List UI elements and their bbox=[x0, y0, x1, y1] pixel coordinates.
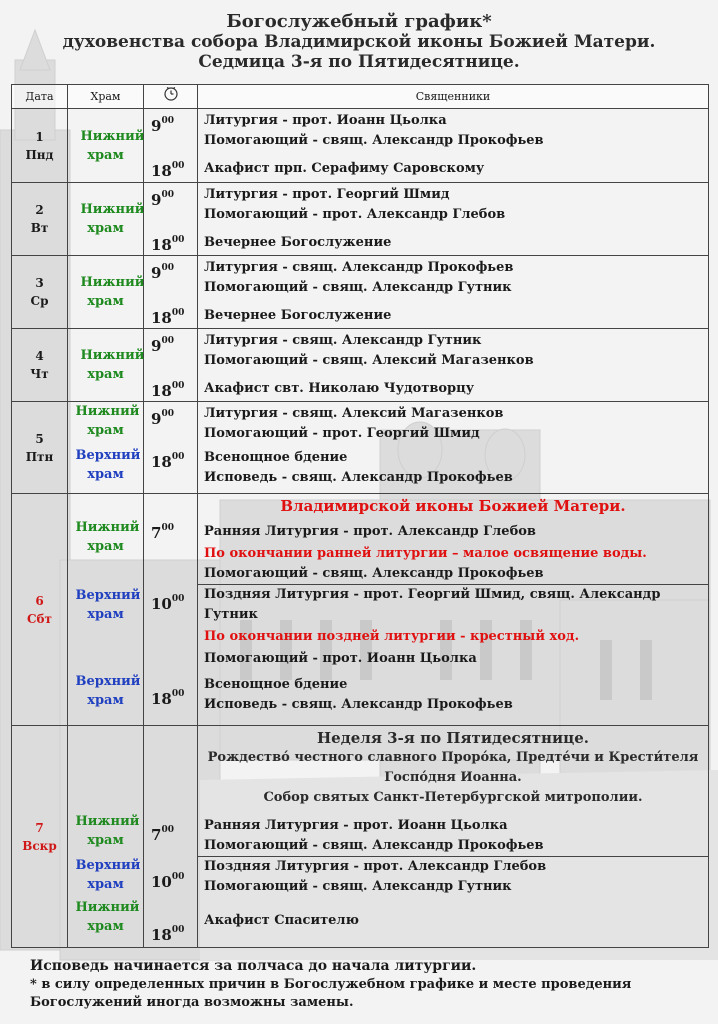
day-cell bbox=[12, 402, 68, 494]
temple-label-lower: Нижний храм bbox=[80, 348, 145, 382]
temple-label-lower: Нижний храм bbox=[75, 404, 140, 438]
day-cell bbox=[12, 109, 68, 183]
event-line: Литургия - свящ. Алексий Магазенков bbox=[204, 406, 504, 421]
clergy-cell bbox=[198, 109, 709, 183]
event-line: Акафист свт. Николаю Чудотворцу bbox=[204, 381, 475, 396]
temple-cell bbox=[68, 494, 144, 726]
time-early: $7^{00}$ bbox=[151, 523, 174, 542]
event-line: Помогающий - свящ. Александр Гутник bbox=[204, 280, 512, 295]
temple-label-lower: Нижний храм bbox=[80, 202, 145, 236]
column-header-time bbox=[144, 85, 198, 109]
time-cell bbox=[144, 329, 198, 402]
event-line: Помогающий - свящ. Александр Прокофьев bbox=[198, 564, 708, 585]
time-evening: $18^{00}$ bbox=[151, 452, 185, 471]
event-line: Исповедь - свящ. Александр Прокофьев bbox=[204, 697, 513, 712]
header-title: Богослужебный график* bbox=[226, 11, 492, 32]
footer-confession-note: Исповедь начинается за полчаса до начала литургии. bbox=[30, 958, 477, 974]
day-row-4 bbox=[12, 329, 709, 402]
day-number: 7 bbox=[35, 820, 44, 835]
feast-subtitle: Собор святых Санкт-Петербургской митрополии. bbox=[263, 790, 643, 805]
time-evening: $18^{00}$ bbox=[151, 161, 185, 180]
day-name: Сбт bbox=[27, 611, 52, 626]
day-cell bbox=[12, 494, 68, 726]
day-name: Чт bbox=[30, 367, 49, 381]
temple-label-lower: Нижний храм bbox=[75, 520, 140, 554]
temple-cell bbox=[68, 329, 144, 402]
event-line: Литургия - свящ. Александр Гутник bbox=[204, 333, 482, 348]
event-line: Ранняя Литургия - прот. Иоанн Цьолка bbox=[204, 818, 508, 833]
time-early: $7^{00}$ bbox=[151, 825, 174, 844]
clergy-cell bbox=[198, 494, 709, 726]
day-name: Пнд bbox=[25, 147, 54, 162]
page-footer bbox=[30, 956, 700, 1012]
day-name: Птн bbox=[25, 449, 54, 464]
temple-label-upper: Верхний храм bbox=[75, 674, 141, 708]
feast-title: Неделя 3-я по Пятидесятнице. bbox=[317, 729, 589, 747]
time-cell bbox=[144, 109, 198, 183]
day-row-1 bbox=[12, 109, 709, 183]
event-line: Литургия - прот. Георгий Шмид bbox=[204, 187, 450, 202]
day-cell bbox=[12, 329, 68, 402]
event-line: Помогающий - прот. Георгий Шмид bbox=[204, 426, 480, 441]
time-evening: $18^{00}$ bbox=[151, 689, 185, 708]
time-morning: $9^{00}$ bbox=[151, 336, 174, 355]
temple-label-lower: Нижний храм bbox=[75, 814, 140, 848]
event-line: Вечернее Богослужение bbox=[204, 308, 392, 323]
event-note-red: По окончании поздней литургии - крестный ход. bbox=[204, 629, 580, 644]
event-line: Поздняя Литургия - прот. Георгий Шмид, свящ. Александр Гутник bbox=[204, 587, 661, 622]
day-name: Ср bbox=[30, 294, 49, 308]
day-number: 6 bbox=[35, 593, 44, 608]
temple-label-lower: Нижний храм bbox=[75, 900, 140, 934]
event-note-red: По окончании ранней литургии – малое освящение воды. bbox=[204, 546, 647, 561]
clergy-cell bbox=[198, 256, 709, 329]
day-row-5 bbox=[12, 402, 709, 494]
time-evening: $18^{00}$ bbox=[151, 925, 185, 944]
day-cell bbox=[12, 726, 68, 948]
event-line: Всенощное бдение bbox=[204, 450, 348, 465]
day-cell bbox=[12, 256, 68, 329]
event-line: Акафист прп. Серафиму Саровскому bbox=[204, 161, 485, 176]
temple-cell bbox=[68, 109, 144, 183]
time-evening: $18^{00}$ bbox=[151, 308, 185, 327]
event-line: Помогающий - прот. Александр Глебов bbox=[204, 207, 506, 222]
day-row-3 bbox=[12, 256, 709, 329]
time-late: $10^{00}$ bbox=[151, 872, 185, 891]
temple-cell bbox=[68, 402, 144, 494]
event-line: Акафист Спасителю bbox=[204, 913, 359, 928]
time-morning: $9^{00}$ bbox=[151, 116, 174, 135]
day-cell bbox=[12, 183, 68, 256]
day-number: 4 bbox=[35, 349, 44, 363]
page-header bbox=[0, 12, 718, 72]
event-line: Помогающий - прот. Иоанн Цьолка bbox=[204, 651, 477, 666]
time-cell bbox=[144, 402, 198, 494]
event-line: Вечернее Богослужение bbox=[204, 235, 392, 250]
day-number: 2 bbox=[35, 203, 44, 217]
temple-label-upper: Верхний храм bbox=[75, 448, 141, 482]
event-line: Помогающий - свящ. Алексий Магазенков bbox=[204, 353, 534, 368]
clergy-cell bbox=[198, 402, 709, 494]
column-header-temple: Храм bbox=[68, 85, 144, 109]
feast-subtitle: Рождество́ честного славного Проро́ка, Предте́чи и Крести́теля Госпо́дня Иоанна. bbox=[207, 750, 699, 785]
day-name: Вт bbox=[30, 221, 49, 235]
day-name: Вскр bbox=[22, 838, 57, 853]
temple-cell bbox=[68, 726, 144, 948]
time-morning: $9^{00}$ bbox=[151, 263, 174, 282]
temple-label-upper: Верхний храм bbox=[75, 588, 141, 622]
event-line: Литургия - свящ. Александр Прокофьев bbox=[204, 260, 514, 275]
time-cell bbox=[144, 494, 198, 726]
day-row-6 bbox=[12, 494, 709, 726]
table-header-row bbox=[12, 85, 709, 109]
clock-icon bbox=[163, 85, 179, 101]
time-cell bbox=[144, 726, 198, 948]
day-row-7 bbox=[12, 726, 709, 948]
footer-disclaimer: * в силу определенных причин в Богослужебном графике и месте проведения Богослужений иногда возможны замены. bbox=[30, 977, 632, 1010]
header-subtitle: духовенства собора Владимирской иконы Божией Матери. bbox=[62, 32, 656, 52]
day-number: 3 bbox=[35, 276, 44, 290]
event-line: Поздняя Литургия - прот. Александр Глебов bbox=[204, 859, 547, 874]
temple-label-lower: Нижний храм bbox=[80, 128, 145, 163]
event-line: Ранняя Литургия - прот. Александр Глебов bbox=[204, 524, 536, 539]
time-late: $10^{00}$ bbox=[151, 594, 185, 613]
day-number: 1 bbox=[35, 129, 44, 144]
clergy-cell bbox=[198, 726, 709, 948]
clergy-cell bbox=[198, 329, 709, 402]
time-morning: $9^{00}$ bbox=[151, 190, 174, 209]
temple-cell bbox=[68, 256, 144, 329]
day-row-2 bbox=[12, 183, 709, 256]
event-line: Всенощное бдение bbox=[204, 677, 348, 692]
column-header-clergy: Священники bbox=[198, 85, 709, 109]
time-cell bbox=[144, 183, 198, 256]
temple-label-upper: Верхний храм bbox=[75, 858, 141, 892]
feast-title: Владимирской иконы Божией Матери. bbox=[280, 497, 626, 515]
event-line: Исповедь - свящ. Александр Прокофьев bbox=[204, 470, 513, 485]
time-evening: $18^{00}$ bbox=[151, 235, 185, 254]
event-line: Помогающий - свящ. Александр Прокофьев bbox=[204, 133, 544, 148]
clergy-cell bbox=[198, 183, 709, 256]
time-morning: $9^{00}$ bbox=[151, 409, 174, 428]
temple-label-lower: Нижний храм bbox=[80, 275, 145, 309]
day-number: 5 bbox=[35, 431, 44, 446]
event-line: Помогающий - свящ. Александр Прокофьев bbox=[198, 836, 708, 857]
temple-cell bbox=[68, 183, 144, 256]
header-week: Седмица 3-я по Пятидесятнице. bbox=[198, 52, 520, 72]
time-cell bbox=[144, 256, 198, 329]
event-line: Литургия - прот. Иоанн Цьолка bbox=[204, 113, 447, 128]
event-line: Помогающий - свящ. Александр Гутник bbox=[204, 879, 512, 894]
schedule-table bbox=[11, 84, 709, 948]
column-header-date: Дата bbox=[12, 85, 68, 109]
time-evening: $18^{00}$ bbox=[151, 381, 185, 400]
